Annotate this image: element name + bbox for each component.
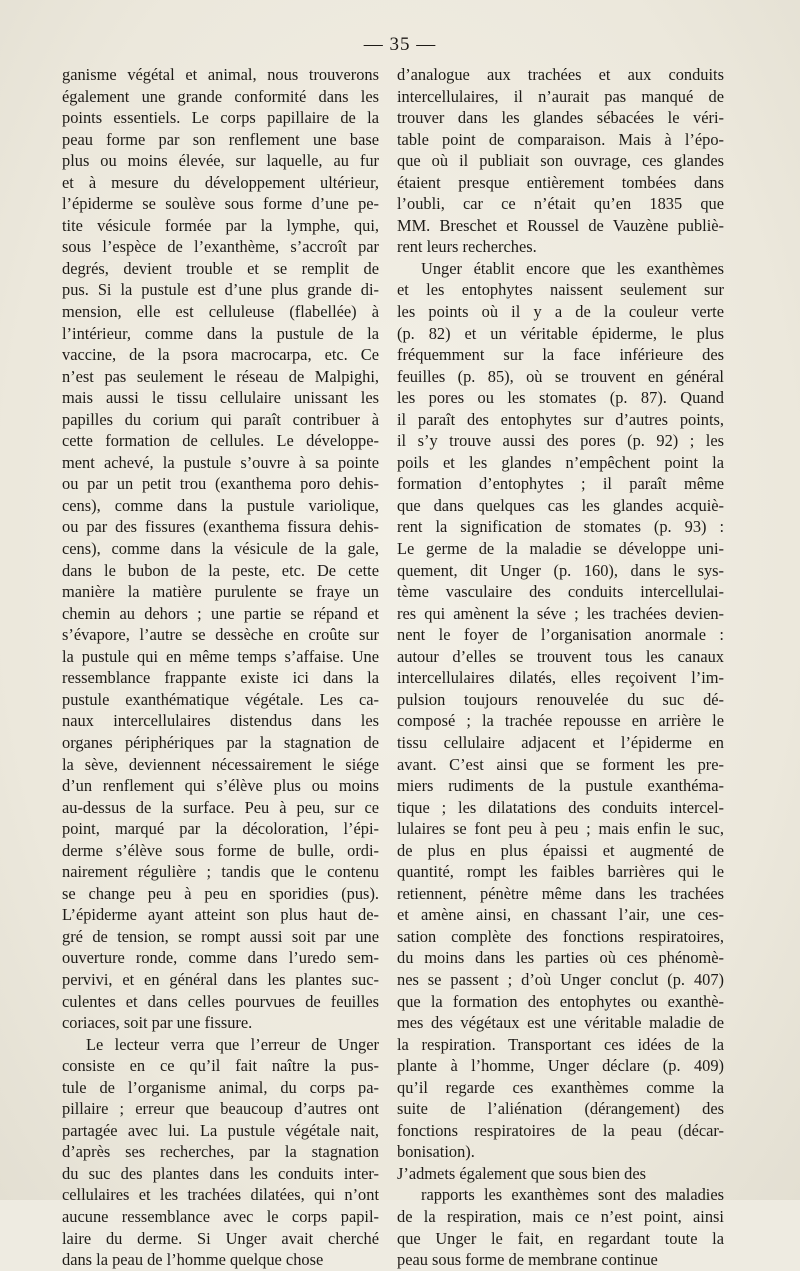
text-line: trouver dans les glandes sébacées le véri-: [397, 108, 724, 128]
text-line: l’oubli, car ce n’était qu’en 1835 que: [397, 194, 724, 214]
text-line: autour d’elles se trouvent tous les canaux: [397, 646, 724, 666]
text-line: coriaces, soit par une fissure.: [62, 1013, 253, 1033]
text-line: res qui amènent la séve ; les trachées devien-: [397, 603, 724, 623]
text-line: cette formation de cellules. Le développe-: [62, 431, 379, 451]
text-line: la respiration. Transportant ces idées de la: [397, 1034, 724, 1054]
text-line: table point de comparaison. Mais à l’épo-: [397, 129, 724, 149]
text-line: chemin au dehors ; une partie se répand et: [62, 603, 379, 623]
text-line: consiste en ce qu’il fait naître la pus-: [62, 1056, 379, 1076]
text-line: ouverture ronde, comme dans l’uredo sem-: [62, 948, 379, 968]
text-line: gré de tension, se rompt aussi soit par une: [62, 926, 379, 946]
text-line: quantité, rompt les faibles barrières qui le: [397, 862, 724, 882]
text-line: et les entophytes naissent seulement sur: [397, 280, 724, 300]
text-line: s’évapore, l’autre se dessèche en croûte sur: [62, 625, 379, 645]
text-line: Le lecteur verra que l’erreur de Unger: [86, 1034, 379, 1054]
text-line: cens), comme dans la vésicule de la gale,: [62, 539, 379, 559]
text-line: naux intercellulaires distendus dans les: [62, 711, 379, 731]
text-line: pulsion toujours renouvelée du suc dé-: [397, 689, 724, 709]
text-line: derme s’élève sous forme de bulle, ordi-: [62, 840, 379, 860]
text-line: étaient presque entièrement tombées dans: [397, 172, 724, 192]
text-line: qu’il regarde ces exanthèmes comme la: [397, 1077, 724, 1097]
text-line: ou par un petit trou (exanthema poro dehis-: [62, 474, 379, 494]
text-line: Le germe de la maladie se développe uni-: [397, 539, 724, 559]
text-line: lulaires se font peu à peu ; mais enfin le suc,: [397, 819, 724, 839]
text-line: de la respiration, mais ce n’est point, ainsi: [397, 1206, 724, 1226]
text-line: que où il publiait son ouvrage, ces glandes: [397, 151, 724, 171]
text-line: ment achevé, la pustule s’ouvre à sa pointe: [62, 452, 379, 472]
left-text-column: [62, 64, 379, 1271]
text-line: il paraît des entophytes sur d’autres points,: [397, 409, 724, 429]
text-line: et amène ainsi, en chassant l’air, une ces-: [397, 905, 724, 925]
text-line: la pustule qui en même temps s’affaise. Une: [62, 646, 379, 666]
text-line: composé ; la trachée repousse en arrière le: [397, 711, 724, 731]
text-line: se change peu à peu en sporidies (pus).: [62, 883, 379, 903]
text-line: du suc des plantes dans les conduits inter-: [62, 1163, 379, 1183]
text-line: pustule exanthématique végétale. Les ca-: [62, 689, 379, 709]
text-line: aucune ressemblance avec le corps papil-: [62, 1206, 379, 1226]
text-line: Unger établit encore que les exanthèmes: [421, 258, 724, 278]
text-line: nent le foyer de l’organisation anormale :: [397, 625, 724, 645]
text-line: plante à l’homme, Unger déclare (p. 409): [397, 1056, 724, 1076]
text-line: papilles du corium qui paraît contribuer à: [62, 409, 379, 429]
text-line: tissu cellulaire adjacent et l’épiderme en: [397, 732, 724, 752]
text-line: l’épiderme se soulève sous forme d’une pe-: [62, 194, 379, 214]
text-line: retiennent, pénètre même dans les trachées: [397, 883, 724, 903]
text-line: intercellulaires, il n’aurait pas manqué de: [397, 86, 724, 106]
text-line: fréquemment sur la face inférieure des: [397, 345, 724, 365]
text-line: poils et les glandes n’empêchent point la: [397, 452, 724, 472]
text-line: sation complète des fonctions respiratoires,: [397, 926, 724, 946]
text-line: mes des végétaux est une véritable maladie de: [397, 1013, 724, 1033]
text-line: cens), comme dans la pustule variolique,: [62, 495, 379, 515]
text-line: peau sous forme de membrane continue: [397, 1250, 658, 1270]
page-number: — 35 —: [363, 34, 437, 55]
text-line: vaccine, de la psora macrocarpa, etc. Ce: [62, 345, 379, 365]
text-line: nairement régulière ; tandis que le contenu: [62, 862, 379, 882]
text-line: tule de l’organisme animal, du corps pa-: [62, 1077, 379, 1097]
text-line: ou par des fissures (exanthema fissura dehis-: [62, 517, 379, 537]
text-line: point, marqué par la décoloration, l’épi-: [62, 819, 379, 839]
text-line: les points où il y a de la couleur verte: [397, 302, 724, 322]
text-line: plus ou moins élevée, sur laquelle, au fur: [62, 151, 379, 171]
text-line: suite de l’aliénation (dérangement) des: [397, 1099, 724, 1119]
text-line: avant. C’est ainsi que se forment les pre-: [397, 754, 724, 774]
text-line: bonisation).: [397, 1142, 475, 1162]
text-line: L’épiderme ayant atteint son plus haut de-: [62, 905, 379, 925]
text-line: d’analogue aux trachées et aux conduits: [397, 65, 724, 84]
text-line: pus. Si la pustule est d’une plus grande di-: [62, 280, 379, 300]
text-line: feuilles (p. 85), où se trouvent en général: [397, 366, 724, 386]
text-line: intercellulaires dilatés, elles reçoivent l’im-: [397, 668, 724, 688]
text-line: manière la matière purulente se fraye un: [62, 582, 379, 602]
text-line: n’est pas seulement le réseau de Malpighi,: [62, 366, 379, 386]
text-line: l’intérieur, comme dans la pustule de la: [62, 323, 379, 343]
text-line: que Unger le fait, en regardant toute la: [397, 1228, 724, 1248]
text-line: peau forme par son renflement une base: [62, 129, 379, 149]
right-text-column: [397, 64, 724, 1271]
text-line: fonctions respiratoires de la peau (décar-: [397, 1120, 724, 1140]
text-line: d’après ses recherches, par la stagnation: [62, 1142, 379, 1162]
text-line: rent la signification de stomates (p. 93) :: [397, 517, 724, 537]
text-line: les pores ou les stomates (p. 87). Quand: [397, 388, 724, 408]
text-line: que la formation des entophytes ou exanthè-: [397, 991, 724, 1011]
text-line: culentes et dans celles pourvues de feuilles: [62, 991, 379, 1011]
text-line: tite vésicule formée par la lymphe, qui,: [62, 215, 379, 235]
text-line: mension, elle est celluleuse (flabellée) à: [62, 302, 379, 322]
text-line: et à mesure du développement ultérieur,: [62, 172, 379, 192]
text-line: sous l’espèce de l’exanthème, s’accroît par: [62, 237, 379, 257]
text-line: du moins dans les parties où ces phénomè-: [397, 948, 724, 968]
text-line: rapports les exanthèmes sont des maladies: [421, 1185, 724, 1205]
text-line: dans le bubon de la peste, etc. De cette: [62, 560, 379, 580]
text-line: organes périphériques par la stagnation de: [62, 732, 379, 752]
text-line: ganisme végétal et animal, nous trouverons: [62, 65, 379, 84]
text-line: points essentiels. Le corps papillaire de la: [62, 108, 379, 128]
text-line: J’admets également que sous bien des: [397, 1163, 646, 1183]
text-line: dans la peau de l’homme quelque chose: [62, 1250, 324, 1270]
text-line: d’un renflement qui s’élève plus ou moins: [62, 776, 379, 796]
text-line: (p. 82) et un véritable épiderme, le plus: [397, 323, 724, 343]
text-line: nes se passent ; d’où Unger conclut (p. 407): [397, 969, 724, 989]
text-line: degrés, devient trouble et se remplit de: [62, 258, 379, 278]
text-line: au-dessus de la surface. Peu à peu, sur ce: [62, 797, 379, 817]
text-line: partagée avec lui. La pustule végétale nait,: [62, 1120, 379, 1140]
text-line: rent leurs recherches.: [397, 237, 537, 257]
text-line: ressemblance frappante existe ici dans la: [62, 668, 379, 688]
text-line: formation d’entophytes ; il paraît même: [397, 474, 724, 494]
text-line: également une grande conformité dans les: [62, 86, 379, 106]
text-line: quement, dit Unger (p. 160), dans le sys-: [397, 560, 724, 580]
text-line: de plus en plus épaissi et augmenté de: [397, 840, 724, 860]
text-line: que dans quelques cas les glandes acquiè-: [397, 495, 724, 515]
text-line: laire du derme. Si Unger avait cherché: [62, 1228, 379, 1248]
text-line: mais aussi le tissu cellulaire unissant les: [62, 388, 379, 408]
text-line: tique ; les dilatations des conduits intercel-: [397, 797, 724, 817]
text-line: il s’y trouve aussi des pores (p. 92) ; les: [397, 431, 724, 451]
text-line: tème vasculaire des conduits intercellulai-: [397, 582, 724, 602]
text-line: la sève, deviennent nécessairement le siége: [62, 754, 379, 774]
text-line: pervivi, et en général dans les plantes suc-: [62, 969, 379, 989]
text-line: cellulaires et les trachées dilatées, qui n’ont: [62, 1185, 379, 1205]
text-line: MM. Breschet et Roussel de Vauzène publiè-: [397, 215, 724, 235]
text-line: miers rudiments de la pustule exanthéma-: [397, 776, 724, 796]
text-line: pillaire ; erreur que beaucoup d’autres ont: [62, 1099, 379, 1119]
